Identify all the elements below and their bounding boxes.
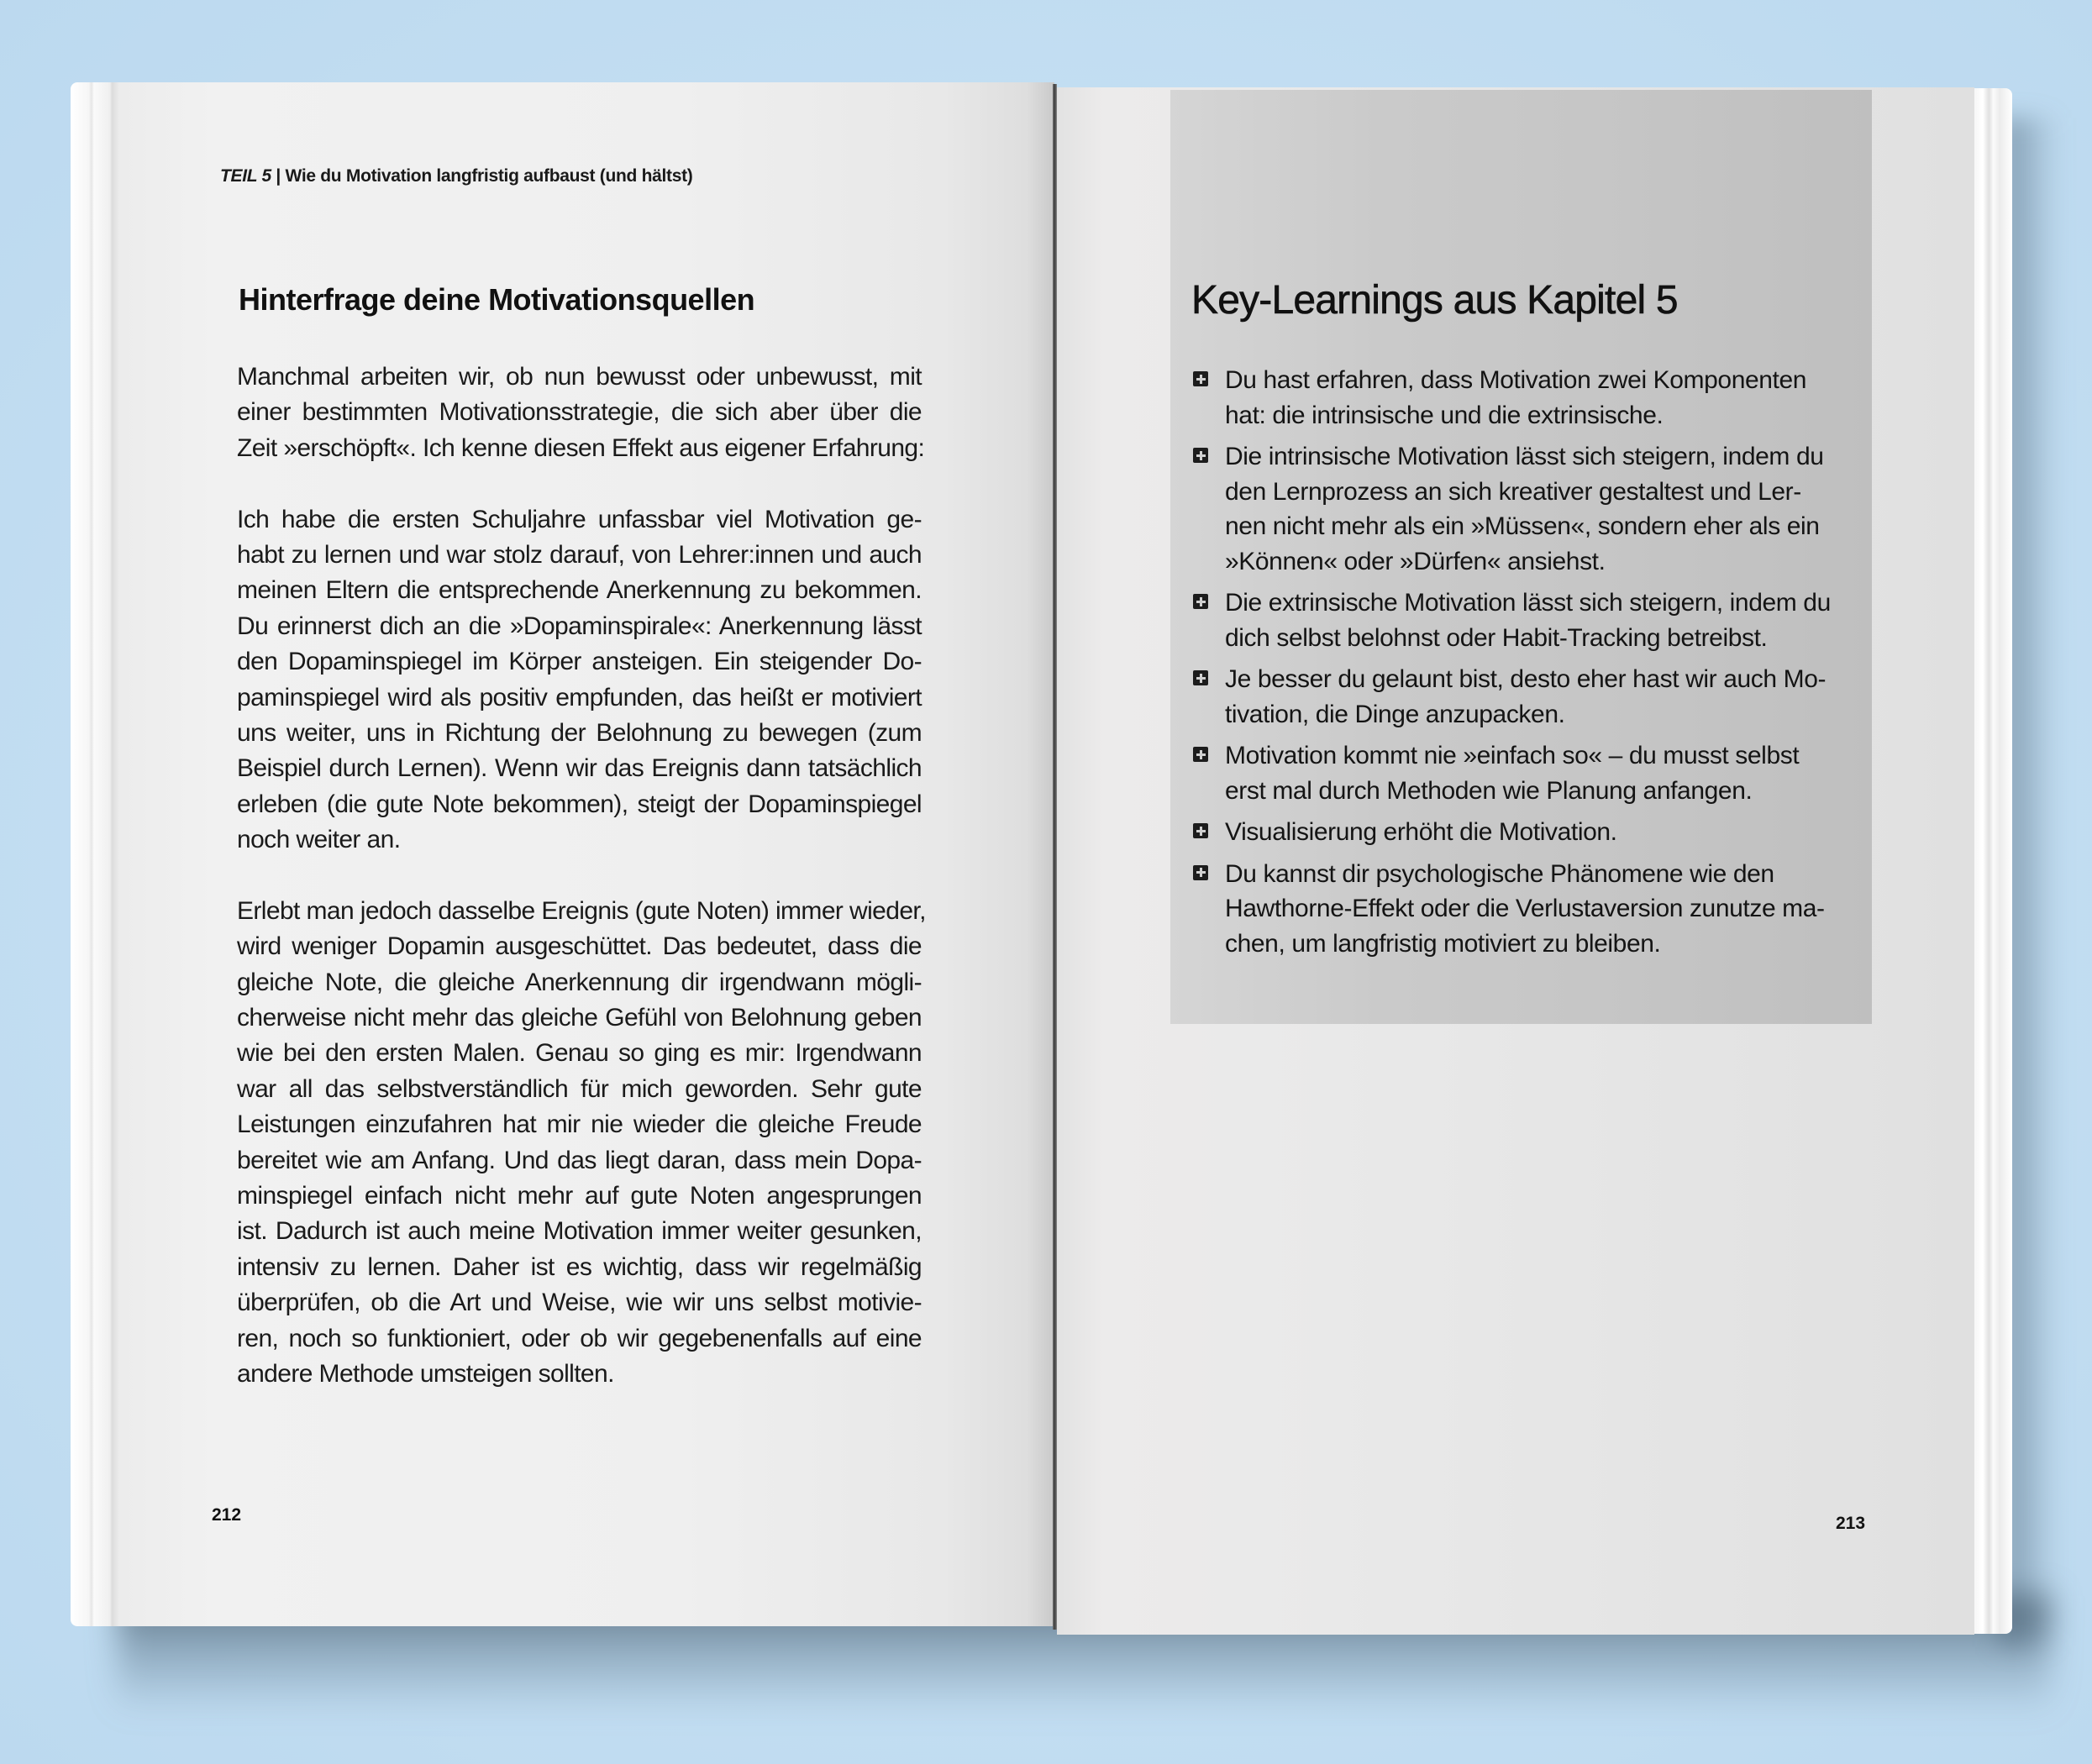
page-stack-right-edge	[1970, 88, 2012, 1634]
plus-square-icon	[1193, 747, 1208, 762]
body-line: bereitet wie am Anfang. Und das liegt daran, dass mein Dopa-	[237, 1146, 922, 1174]
key-learning-line: Die extrinsische Motivation lässt sich steigern, indem du	[1225, 589, 1831, 617]
key-learning-line: Visualisierung erhöht die Motivation.	[1225, 818, 1617, 846]
page-number-right: 213	[1836, 1514, 1866, 1533]
body-line: noch weiter an.	[237, 826, 401, 854]
key-learning-item	[1191, 585, 1859, 655]
body-line: Manchmal arbeiten wir, ob nun bewusst oder unbewusst, mit	[237, 363, 922, 391]
page-stack-left-edge	[71, 82, 123, 1626]
plus-square-icon	[1193, 371, 1208, 386]
body-line: gleiche Note, die gleiche Anerkennung dir irgendwann mögli-	[237, 968, 922, 996]
body-line: war all das selbstverständlich für mich geworden. Sehr gute	[237, 1074, 922, 1103]
key-learning-line: nen nicht mehr als ein »Müssen«, sondern eher als ein	[1225, 512, 1820, 540]
key-learning-line: »Können« oder »Dürfen« ansiehst.	[1225, 547, 1606, 575]
body-line: den Dopaminspiegel im Körper ansteigen. Ein steigender Do-	[237, 648, 922, 676]
body-text	[237, 360, 926, 1392]
key-learning-item	[1191, 815, 1859, 850]
running-head	[220, 166, 693, 186]
key-learning-line: dich selbst belohnst oder Habit-Tracking betreibst.	[1225, 623, 1768, 652]
body-line: intensiv zu lernen. Daher ist es wichtig, dass wir regelmäßig	[237, 1252, 922, 1281]
body-line: Ich habe die ersten Schuljahre unfassbar viel Motivation ge-	[237, 505, 922, 533]
running-head-title: Wie du Motivation langfristig aufbaust (und hältst)	[285, 166, 693, 186]
key-learning-line: den Lernprozess an sich kreativer gestaltest und Ler-	[1225, 477, 1801, 506]
key-learning-line: tivation, die Dinge anzupacken.	[1225, 700, 1565, 728]
body-line: Beispiel durch Lernen). Wenn wir das Ereignis dann tatsächlich	[237, 754, 922, 783]
body-line: Zeit »erschöpft«. Ich kenne diesen Effekt aus eigener Erfahrung:	[237, 433, 925, 462]
body-line: andere Methode umsteigen sollten.	[237, 1359, 614, 1388]
key-learning-item	[1191, 857, 1859, 962]
body-line: einer bestimmten Motivationsstrategie, die sich aber über die	[237, 398, 922, 427]
body-line: meinen Eltern die entsprechende Anerkennung zu bekommen.	[237, 576, 922, 605]
body-line: Erlebt man jedoch dasselbe Ereignis (gute Noten) immer wieder,	[237, 896, 926, 925]
body-line: habt zu lernen und war stolz darauf, von Lehrer:innen und auch	[237, 540, 922, 569]
plus-square-icon	[1193, 448, 1208, 463]
body-line: wird weniger Dopamin ausgeschüttet. Das bedeutet, dass die	[237, 932, 922, 961]
plus-square-icon	[1193, 594, 1208, 609]
body-line: ist. Dadurch ist auch meine Motivation immer weiter gesunken,	[237, 1217, 922, 1246]
body-line: Du erinnerst dich an die »Dopaminspirale«: Anerkennung lässt	[237, 612, 922, 640]
key-learnings-list	[1191, 363, 1859, 968]
key-learning-item	[1191, 363, 1859, 433]
key-learning-line: Du kannst dir psychologische Phänomene wie den	[1225, 859, 1774, 888]
body-line: minspiegel einfach nicht mehr auf gute Noten angesprungen	[237, 1181, 922, 1210]
running-head-part: TEIL 5	[220, 166, 271, 186]
plus-square-icon	[1193, 670, 1208, 685]
page-number-left: 212	[212, 1505, 242, 1525]
body-line: Leistungen einzufahren hat mir nie wieder die gleiche Freude	[237, 1110, 922, 1139]
key-learning-line: Du hast erfahren, dass Motivation zwei Komponenten	[1225, 366, 1807, 394]
key-learning-line: Je besser du gelaunt bist, desto eher hast wir auch Mo-	[1225, 665, 1827, 693]
key-learning-item	[1191, 439, 1859, 579]
plus-square-icon	[1193, 823, 1208, 838]
key-learning-line: erst mal durch Methoden wie Planung anfangen.	[1225, 776, 1753, 805]
body-line: uns weiter, uns in Richtung der Belohnung zu bewegen (zum	[237, 718, 922, 747]
body-line: erleben (die gute Note bekommen), steigt der Dopaminspiegel	[237, 790, 922, 818]
running-head-separator: |	[271, 166, 286, 186]
key-learnings-title: Key-Learnings aus Kapitel 5	[1191, 278, 1678, 323]
key-learning-line: chen, um langfristig motiviert zu bleiben.	[1225, 929, 1661, 958]
body-line: ren, noch so funktioniert, oder ob wir gegebenenfalls auf eine	[237, 1324, 922, 1352]
key-learning-line: Die intrinsische Motivation lässt sich steigern, indem du	[1225, 443, 1824, 470]
body-line: überprüfen, ob die Art und Weise, wie wir uns selbst motivie-	[237, 1289, 922, 1317]
body-line: wie bei den ersten Malen. Genau so ging es mir: Irgendwann	[237, 1039, 922, 1068]
key-learning-line: Hawthorne-Effekt oder die Verlustaversion zunutze ma-	[1225, 895, 1825, 922]
plus-square-icon	[1193, 865, 1208, 880]
body-line: cherweise nicht mehr das gleiche Gefühl von Belohnung geben	[237, 1004, 922, 1032]
key-learning-line: Motivation kommt nie »einfach so« – du musst selbst	[1225, 742, 1800, 769]
section-heading: Hinterfrage deine Motivationsquellen	[239, 282, 755, 317]
paragraph-gap	[237, 858, 922, 893]
key-learning-line: hat: die intrinsische und die extrinsische.	[1225, 401, 1664, 429]
paragraph-gap	[237, 466, 922, 501]
key-learning-item	[1191, 662, 1859, 732]
key-learning-item	[1191, 738, 1859, 808]
body-line: paminspiegel wird als positiv empfunden, das heißt er motiviert	[237, 683, 922, 711]
